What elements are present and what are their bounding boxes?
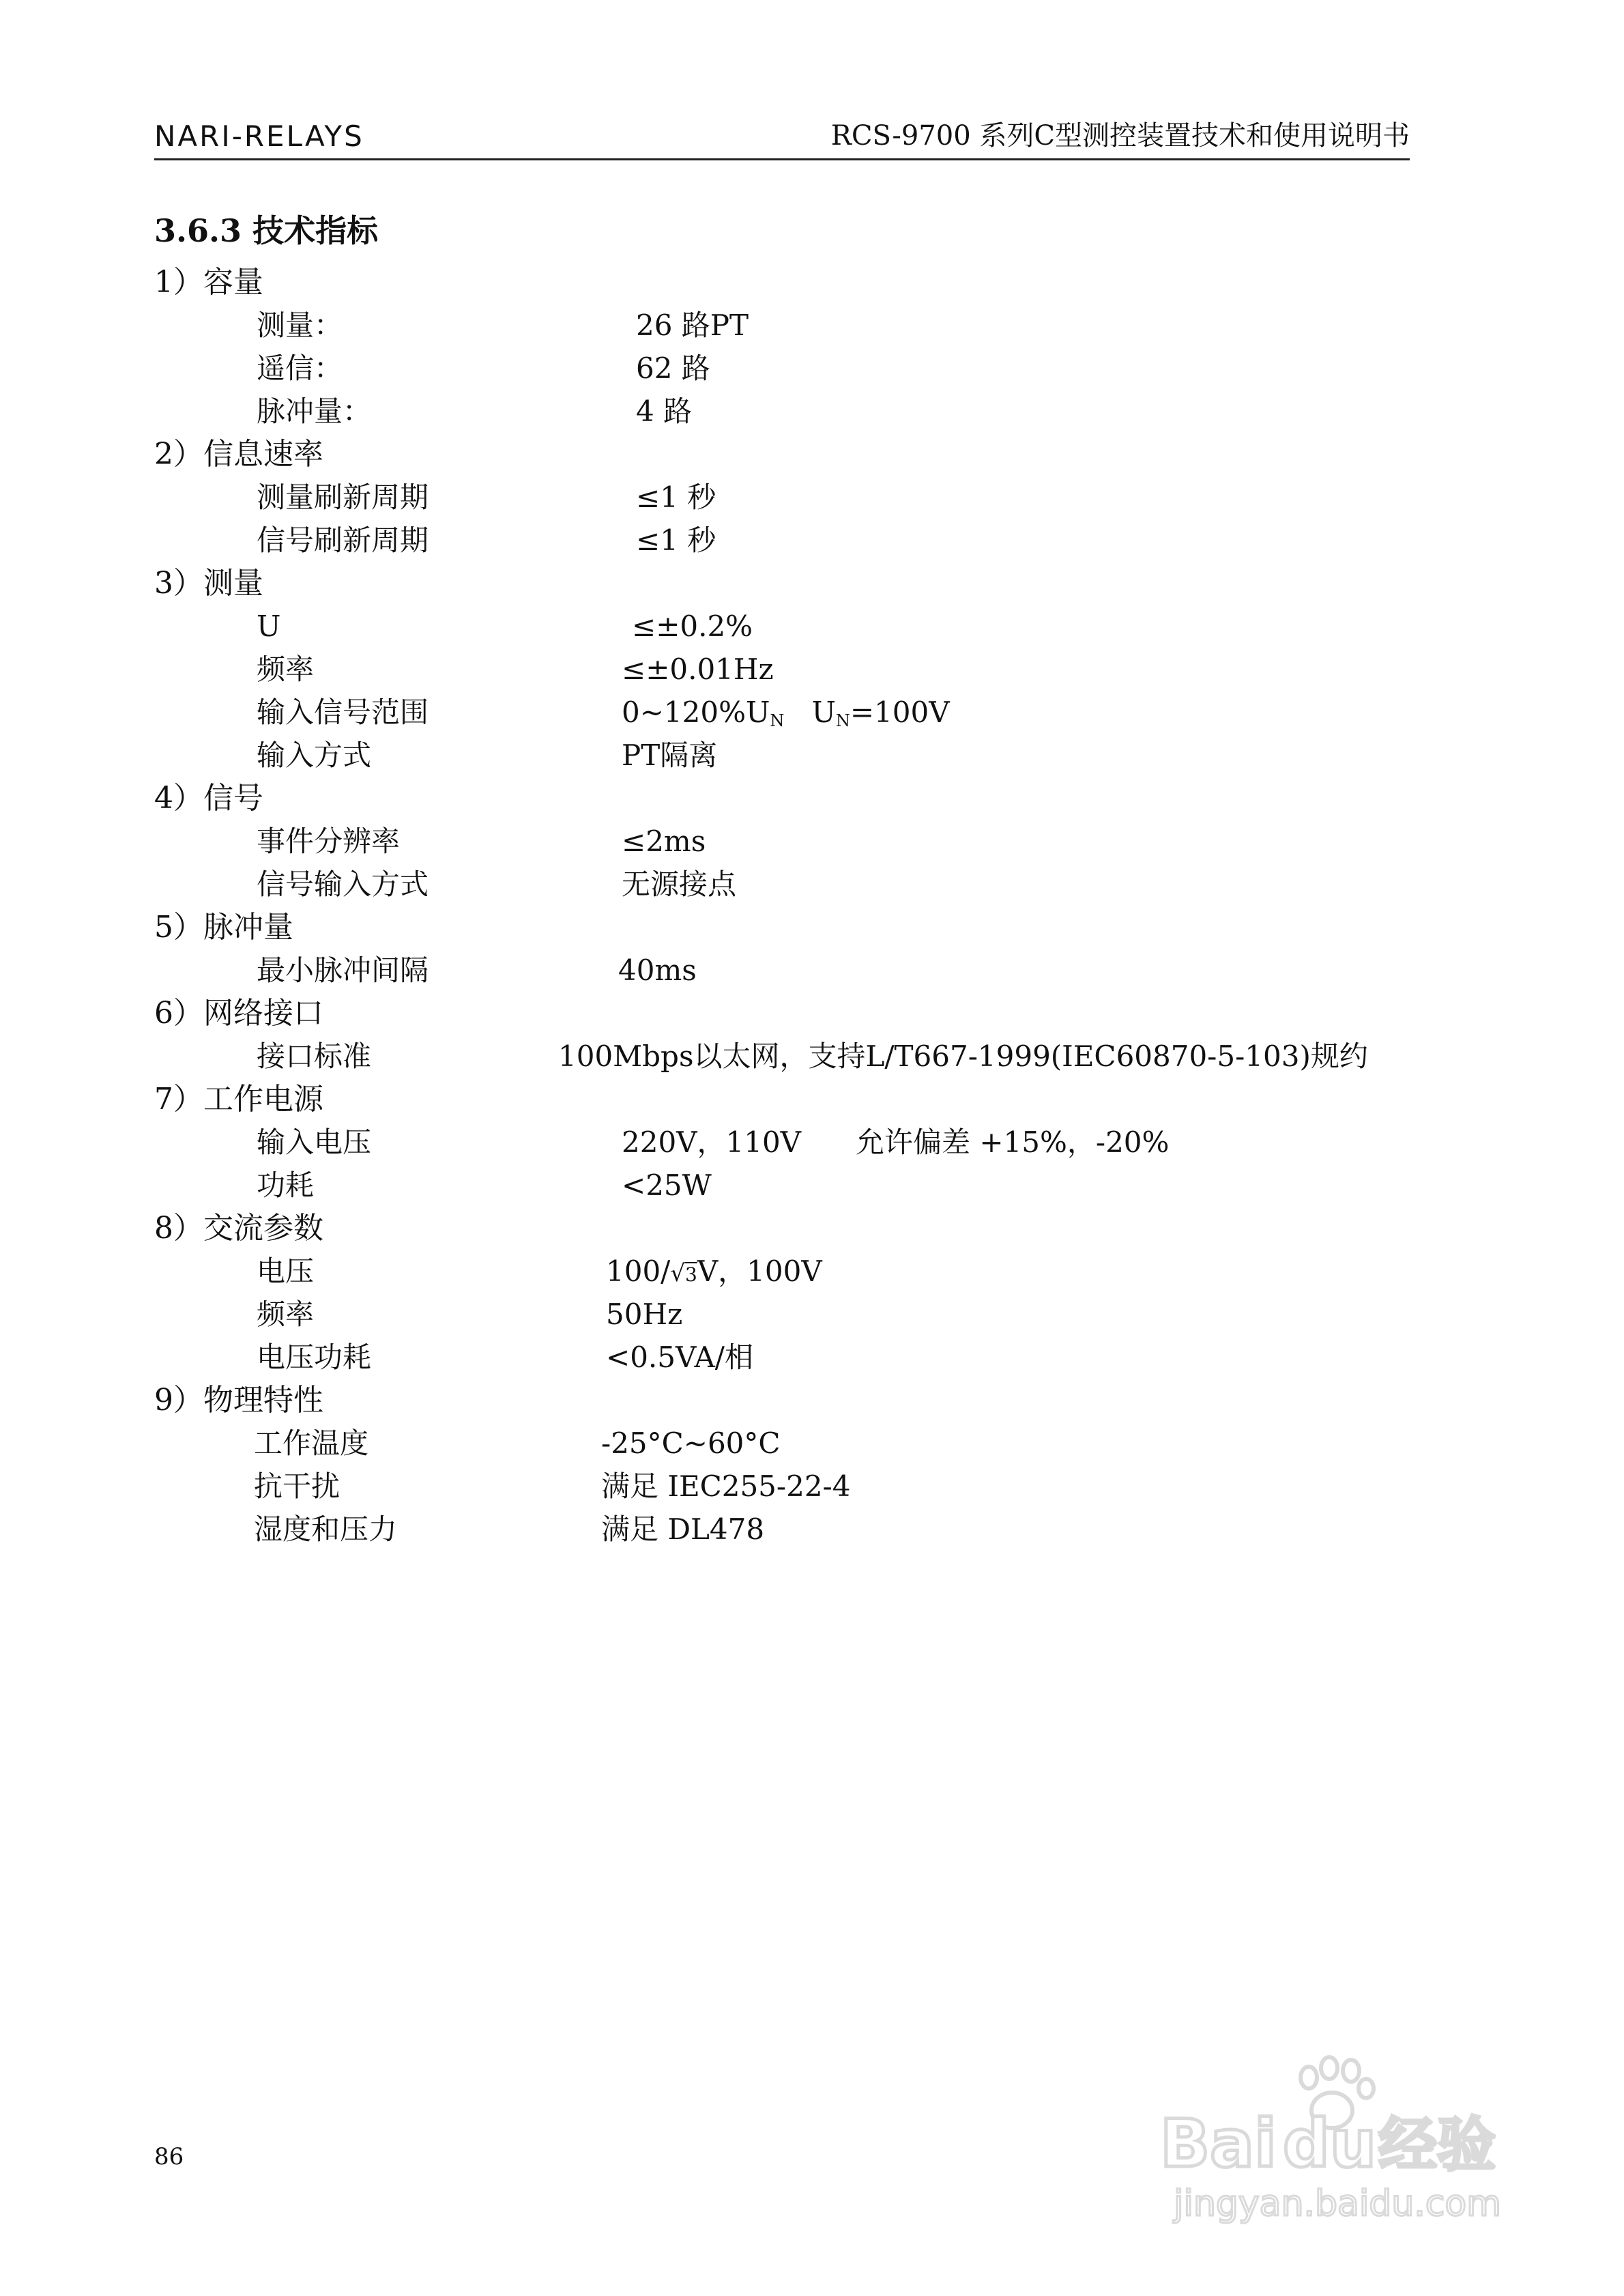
- spec-label: 频率: [257, 652, 315, 686]
- spec-value: 50Hz: [606, 1297, 683, 1331]
- spec-label: 工作温度: [254, 1426, 369, 1460]
- spec-value: 40ms: [618, 953, 697, 987]
- spec-value: 100Mbps以太网，支持L/T667-1999(IEC60870-5-103)规约: [558, 1039, 1368, 1073]
- spec-label: 输入电压: [257, 1125, 372, 1159]
- spec-label: 脉冲量：: [257, 394, 372, 428]
- spec-row: [154, 648, 1410, 691]
- spec-value: 满足 IEC255-22-4: [601, 1469, 851, 1503]
- range-text: 0~120%U: [622, 695, 770, 729]
- subscript: N: [835, 711, 850, 730]
- spec-row: [154, 476, 1410, 519]
- spec-value: 26 路PT: [636, 308, 749, 342]
- spec-value: 220V，110V: [622, 1125, 801, 1159]
- voltage-text-rest: V，100V: [697, 1254, 822, 1288]
- spec-value: 无源接点: [622, 867, 737, 901]
- spec-row: [154, 863, 1410, 906]
- page-header: [154, 116, 1410, 160]
- spec-row: [154, 605, 1410, 648]
- spec-label: 事件分辨率: [257, 824, 401, 858]
- svg-text:经验: 经验: [1378, 2111, 1496, 2179]
- spec-row: [154, 691, 1410, 734]
- spec-label: 最小脉冲间隔: [257, 953, 429, 987]
- spec-label: 电压功耗: [257, 1340, 372, 1374]
- spec-row: [154, 734, 1410, 777]
- spec-row: [154, 1422, 1410, 1465]
- spec-row: [154, 1465, 1410, 1508]
- spec-value: ≤1 秒: [636, 523, 716, 557]
- spec-label: 湿度和压力: [254, 1512, 398, 1546]
- section-title: 3.6.3 技术指标: [154, 212, 379, 249]
- baidu-jingyan-watermark-icon: [1153, 2030, 1535, 2235]
- spec-value: -25°C~60°C: [601, 1426, 781, 1460]
- spec-label: 测量：: [257, 308, 343, 342]
- spec-label: 输入信号范围: [257, 695, 429, 729]
- voltage-text: 100/: [606, 1254, 671, 1288]
- spec-label: 频率: [257, 1297, 315, 1331]
- spec-label: 遥信：: [257, 351, 343, 385]
- spec-value: 4 路: [636, 394, 693, 428]
- nominal-symbol: U: [811, 695, 836, 729]
- spec-row: [154, 304, 1410, 347]
- spec-value-tolerance: 允许偏差 +15%，-20%: [856, 1125, 1170, 1159]
- spec-row: [154, 1035, 1410, 1078]
- sqrt-radicand: 3: [685, 1263, 697, 1286]
- spec-group-title: 9）物理特性: [154, 1383, 323, 1418]
- spec-group-title: 2）信息速率: [154, 437, 323, 472]
- spec-label: 功耗: [257, 1168, 315, 1202]
- spec-value: ≤2ms: [622, 824, 706, 858]
- spec-row: [154, 1250, 1410, 1293]
- spec-label: 接口标准: [257, 1039, 372, 1073]
- spec-label: 信号输入方式: [257, 867, 429, 901]
- spec-value: ≤1 秒: [636, 480, 716, 514]
- spec-label: U: [257, 609, 281, 643]
- spec-label: 测量刷新周期: [257, 480, 429, 514]
- spec-label: 输入方式: [257, 738, 372, 772]
- spec-label: 抗干扰: [254, 1469, 340, 1503]
- spec-value-voltage: [606, 1250, 822, 1296]
- spec-row: [154, 519, 1410, 562]
- spec-row: [154, 1164, 1410, 1207]
- svg-text:du: du: [1283, 2106, 1377, 2182]
- spec-value: <0.5VA/相: [606, 1340, 753, 1374]
- spec-value: <25W: [622, 1168, 712, 1202]
- header-document-title: RCS-9700 系列C型测控装置技术和使用说明书: [830, 120, 1410, 152]
- spec-list: [154, 261, 1410, 1551]
- spec-value: 满足 DL478: [601, 1512, 765, 1546]
- spec-group-title: 1）容量: [154, 265, 263, 300]
- spec-label: 信号刷新周期: [257, 523, 429, 557]
- spec-label: 电压: [257, 1254, 315, 1288]
- spec-group-title: 5）脉冲量: [154, 910, 293, 945]
- spec-row: [154, 347, 1410, 390]
- spec-row: [154, 1336, 1410, 1379]
- spec-value: 62 路: [636, 351, 710, 385]
- spec-value: PT隔离: [622, 738, 718, 772]
- spec-group-title: 3）测量: [154, 566, 263, 601]
- spec-row: [154, 390, 1410, 433]
- nominal-value: =100V: [850, 695, 950, 729]
- subscript: N: [770, 711, 785, 730]
- spec-row: [154, 1293, 1410, 1336]
- spec-group-title: 7）工作电源: [154, 1082, 323, 1117]
- spec-value: ≤±0.2%: [632, 609, 753, 643]
- spec-group-title: 6）网络接口: [154, 996, 323, 1031]
- spec-group-title: 4）信号: [154, 781, 263, 816]
- spec-group-title: 8）交流参数: [154, 1211, 323, 1246]
- spec-row: [154, 949, 1410, 992]
- spec-value: ≤±0.01Hz: [622, 652, 774, 686]
- spec-row: [154, 1508, 1410, 1551]
- sqrt-sign: √: [670, 1260, 685, 1287]
- header-company: NARI-RELAYS: [154, 119, 364, 153]
- svg-text:jingyan.baidu.com: jingyan.baidu.com: [1174, 2183, 1501, 2224]
- spec-row: [154, 820, 1410, 863]
- page-number: 86: [154, 2143, 184, 2170]
- svg-text:Bai: Bai: [1160, 2106, 1277, 2182]
- spec-row: [154, 1121, 1410, 1164]
